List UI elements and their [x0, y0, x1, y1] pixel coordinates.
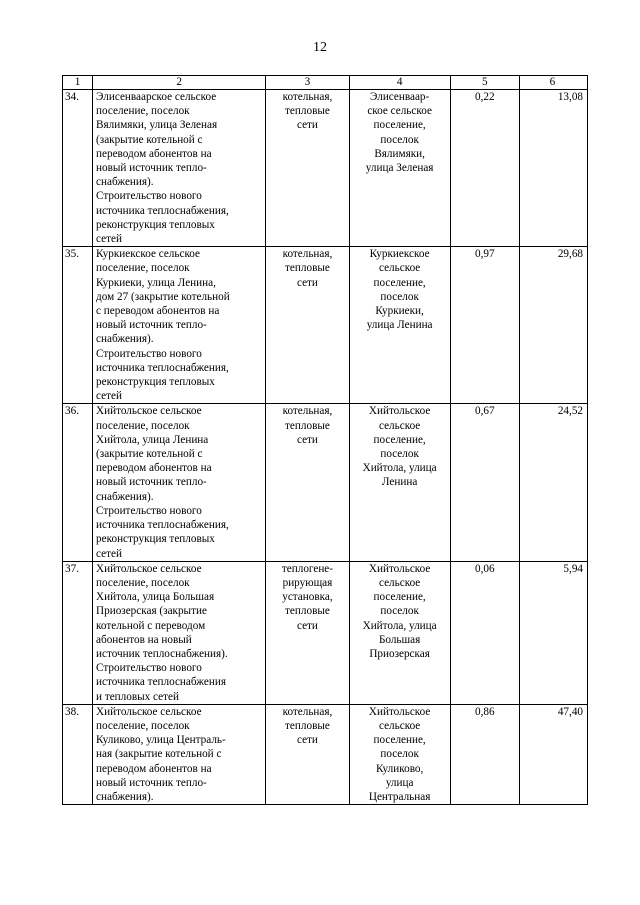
object-type-line: сети	[296, 619, 318, 632]
description-line: абонентов на новый	[96, 633, 192, 646]
description-line: переводом абонентов на	[96, 762, 212, 775]
object-type-line: котельная,	[282, 405, 333, 418]
description-line: сетей	[96, 233, 122, 246]
location-line: Большая	[378, 633, 421, 646]
description-line: Куркиеки, улица Ленина,	[96, 276, 216, 289]
value-col5-cell: 0,06	[450, 561, 519, 704]
object-type-line: котельная,	[282, 248, 333, 261]
location-line: Куликово,	[375, 762, 424, 775]
table-row	[63, 404, 588, 561]
header-col-3: 3	[266, 76, 349, 90]
object-type-line: тепловые	[285, 419, 330, 432]
location-cell	[349, 704, 450, 804]
object-type-line: сети	[296, 276, 318, 289]
location-line: сельское	[378, 576, 421, 589]
location-line: Хийтольское	[368, 405, 431, 418]
description-line: поселение, поселок	[96, 419, 190, 432]
row-number-cell: 36.	[63, 404, 93, 561]
location-cell	[349, 561, 450, 704]
value-col5-cell: 0,97	[450, 247, 519, 404]
object-type-cell	[266, 404, 349, 561]
row-number-cell: 34.	[63, 90, 93, 247]
description-line: и тепловых сетей	[96, 690, 179, 703]
location-line: поселок	[380, 748, 419, 761]
description-line: новый источник тепло-	[96, 162, 207, 175]
table-row	[63, 704, 588, 804]
description-cell	[93, 561, 266, 704]
location-line: Хийтола, улица	[362, 462, 437, 475]
description-line: поселение, поселок	[96, 576, 190, 589]
description-line: дом 27 (закрытие котельной	[96, 290, 230, 303]
description-line: источника теплоснабжения,	[96, 204, 229, 217]
description-line: новый источник тепло-	[96, 776, 207, 789]
location-cell	[349, 90, 450, 247]
location-line: поселение,	[373, 276, 426, 289]
object-type-cell	[266, 561, 349, 704]
description-line: поселение, поселок	[96, 262, 190, 275]
location-line: поселок	[380, 290, 419, 303]
description-line: снабжения).	[96, 790, 154, 803]
table-row	[63, 247, 588, 404]
object-type-line: котельная,	[282, 91, 333, 103]
value-col6-cell: 29,68	[519, 247, 587, 404]
table-row	[63, 90, 588, 247]
location-line: улица	[385, 776, 414, 789]
location-line: поселок	[380, 133, 419, 146]
object-type-line: сети	[296, 433, 318, 446]
location-line: Ленина	[381, 476, 418, 489]
description-line: Хийтольское сельское	[96, 405, 202, 418]
description-line: Элисенваарское сельское	[96, 91, 217, 103]
description-line: переводом абонентов на	[96, 462, 212, 475]
description-cell	[93, 247, 266, 404]
location-line: Центральная	[368, 790, 431, 803]
row-number-cell: 35.	[63, 247, 93, 404]
value-col6-cell: 5,94	[519, 561, 587, 704]
description-cell	[93, 90, 266, 247]
description-line: сетей	[96, 390, 122, 403]
location-line: поселок	[380, 448, 419, 461]
location-line: ское сельское	[367, 105, 432, 118]
location-line: поселение,	[373, 119, 426, 132]
location-line: улица Зеленая	[365, 162, 434, 175]
description-line: источника теплоснабжения,	[96, 361, 229, 374]
data-table	[62, 75, 588, 805]
value-col6-cell: 13,08	[519, 90, 587, 247]
description-line: источника теплоснабжения	[96, 676, 226, 689]
table-row	[63, 561, 588, 704]
value-col5-cell: 0,67	[450, 404, 519, 561]
object-type-cell	[266, 90, 349, 247]
description-line: Приозерская (закрытие	[96, 605, 207, 618]
description-line: Хийтола, улица Большая	[96, 591, 215, 604]
table-header-row	[63, 76, 588, 90]
description-line: Куликово, улица Централь-	[96, 734, 226, 747]
value-col6-cell: 47,40	[519, 704, 587, 804]
row-number-cell: 38.	[63, 704, 93, 804]
description-line: Строительство нового	[96, 190, 202, 203]
header-col-1: 1	[63, 76, 93, 90]
description-line: реконструкция тепловых	[96, 533, 215, 546]
object-type-line: тепловые	[285, 105, 330, 118]
description-line: Строительство нового	[96, 662, 202, 675]
description-cell	[93, 404, 266, 561]
location-line: Хийтола, улица	[362, 619, 437, 632]
location-line: Куркиеки,	[375, 305, 424, 318]
description-cell	[93, 704, 266, 804]
description-line: Хийтольское сельское	[96, 562, 202, 575]
location-line: Вялимяки,	[374, 147, 425, 160]
object-type-line: тепловые	[285, 605, 330, 618]
header-col-6: 6	[519, 76, 587, 90]
description-line: сетей	[96, 547, 122, 560]
object-type-cell	[266, 247, 349, 404]
description-line: Куркиекское сельское	[96, 248, 201, 261]
object-type-line: теплогене-	[281, 562, 333, 575]
location-line: улица Ленина	[366, 319, 433, 332]
description-line: поселение, поселок	[96, 719, 190, 732]
description-line: источник теплоснабжения).	[96, 647, 228, 660]
object-type-line: рирующая	[282, 576, 333, 589]
object-type-line: сети	[296, 734, 318, 747]
description-line: снабжения).	[96, 490, 154, 503]
description-line: Строительство нового	[96, 347, 202, 360]
description-line: ная (закрытие котельной с	[96, 748, 222, 761]
location-line: поселок	[380, 605, 419, 618]
header-col-5: 5	[450, 76, 519, 90]
location-line: поселение,	[373, 734, 426, 747]
description-line: Хийтольское сельское	[96, 705, 202, 718]
description-line: котельной с переводом	[96, 619, 206, 632]
object-type-line: котельная,	[282, 705, 333, 718]
header-col-4: 4	[349, 76, 450, 90]
object-type-line: установка,	[282, 591, 333, 604]
location-line: сельское	[378, 419, 421, 432]
page-number: 12	[313, 40, 327, 55]
location-line: сельское	[378, 262, 421, 275]
description-line: Строительство нового	[96, 504, 202, 517]
location-line: сельское	[378, 719, 421, 732]
location-line: поселение,	[373, 433, 426, 446]
object-type-cell	[266, 704, 349, 804]
location-line: поселение,	[373, 591, 426, 604]
location-line: Куркиекское	[369, 248, 430, 261]
value-col5-cell: 0,22	[450, 90, 519, 247]
description-line: Вялимяки, улица Зеленая	[96, 119, 218, 132]
object-type-line: тепловые	[285, 719, 330, 732]
description-line: источника теплоснабжения,	[96, 519, 229, 532]
description-line: снабжения).	[96, 333, 154, 346]
description-line: новый источник тепло-	[96, 476, 207, 489]
description-line: переводом абонентов на	[96, 147, 212, 160]
header-col-2: 2	[93, 76, 266, 90]
description-line: (закрытие котельной с	[96, 448, 203, 461]
description-line: снабжения).	[96, 176, 154, 189]
location-cell	[349, 247, 450, 404]
description-line: новый источник тепло-	[96, 319, 207, 332]
value-col5-cell: 0,86	[450, 704, 519, 804]
description-line: Хийтола, улица Ленина	[96, 433, 209, 446]
location-cell	[349, 404, 450, 561]
description-line: реконструкция тепловых	[96, 376, 215, 389]
description-line: (закрытие котельной с	[96, 133, 203, 146]
location-line: Приозерская	[369, 647, 430, 660]
object-type-line: сети	[296, 119, 318, 132]
location-line: Элисенваар-	[370, 91, 430, 103]
description-line: реконструкция тепловых	[96, 218, 215, 231]
location-line: Хийтольское	[368, 705, 431, 718]
object-type-line: тепловые	[285, 262, 330, 275]
description-line: с переводом абонентов на	[96, 305, 220, 318]
value-col6-cell: 24,52	[519, 404, 587, 561]
location-line: Хийтольское	[368, 562, 431, 575]
row-number-cell: 37.	[63, 561, 93, 704]
description-line: поселение, поселок	[96, 105, 190, 118]
